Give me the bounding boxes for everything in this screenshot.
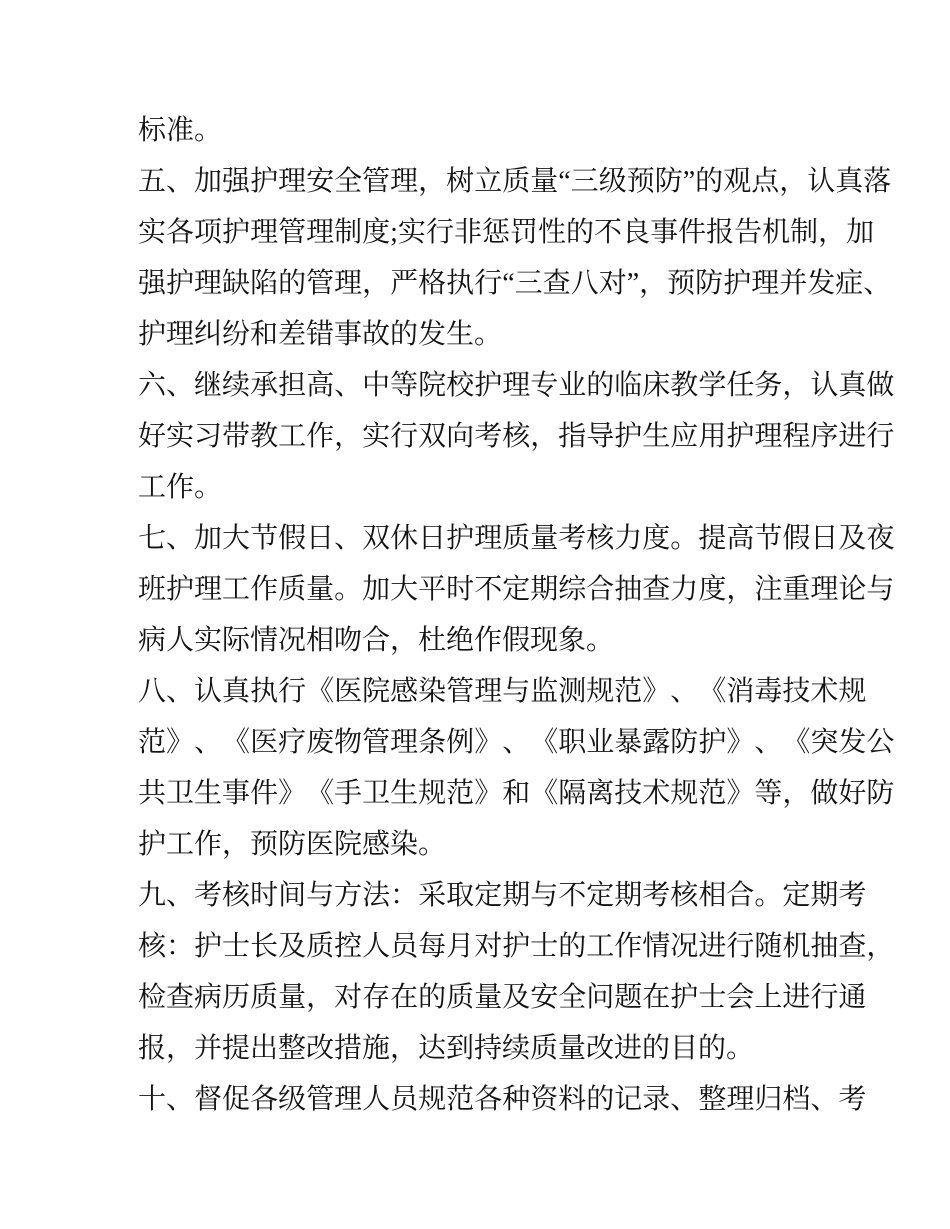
text-line: 病人实际情况相吻合，杜绝作假现象。 <box>138 625 615 656</box>
text-line: 范 》 、 《 医 疗 废 物 管 理 条 例 》 、 《 职 业 暴 露 防 护 》 、 《 突 发 公 <box>138 727 895 758</box>
text-line: 十 、 督 促 各 级 管 理 人 员 规 范 各 种 资 料 的 记 录 、 整 理 归 档 、 考 <box>138 1084 867 1115</box>
text-line: 八 、 认 真 执 行 《 医 院 感 染 管 理 与 监 测 规 范 》 、 《 消 毒 技 术 规 <box>138 676 867 707</box>
text-line: 六 、 继 续 承 担 高 、 中 等 院 校 护 理 专 业 的 临 床 教 学 任 务 ， 认 真 做 <box>138 370 895 401</box>
text-line: 报，并提出整改措施，达到持续质量改进的目的。 <box>138 1033 755 1064</box>
text-line: 五 、 加 强 护 理 安 全 管 理 ， 树 立 质 量 “ 三 级 预 防 ” 的 观 点 ， 认 真 落 <box>138 166 892 197</box>
text-line: 标准。 <box>138 115 223 146</box>
text-line: 强 护 理 缺 陷 的 管 理 ， 严 格 执 行 “ 三 查 八 对 ” ， 预 防 护 理 并 发 症 、 <box>138 268 892 299</box>
text-line: 班 护 理 工 作 质 量 。 加 大 平 时 不 定 期 综 合 抽 查 力 度 ， 注 重 理 论 与 <box>138 574 895 605</box>
text-line: 共 卫 生 事 件 》 《 手 卫 生 规 范 》 和 《 隔 离 技 术 规 范 》 等 ， 做 好 防 <box>138 778 895 809</box>
text-line: 工作。 <box>138 472 223 503</box>
text-line: 核 ： 护 士 长 及 质 控 人 员 每 月 对 护 士 的 工 作 情 况 进 行 随 机 抽 查 ， <box>138 931 895 962</box>
text-line: 九 、 考 核 时 间 与 方 法 ： 采 取 定 期 与 不 定 期 考 核 相 合 。 定 期 考 <box>138 880 867 911</box>
text-line: 实 各 项 护 理 管 理 制 度 ; 实 行 非 惩 罚 性 的 不 良 事 件 报 告 机 制 ， 加 <box>138 217 875 248</box>
text-line: 护理纠纷和差错事故的发生。 <box>138 319 503 350</box>
document-body <box>138 105 895 1125</box>
text-line: 好 实 习 带 教 工 作 ， 实 行 双 向 考 核 ， 指 导 护 生 应 用 护 理 程 序 进 行 <box>138 421 895 452</box>
text-line: 七 、 加 大 节 假 日 、 双 休 日 护 理 质 量 考 核 力 度 。 提 高 节 假 日 及 夜 <box>138 523 895 554</box>
text-line: 护工作，预防医院感染。 <box>138 829 447 860</box>
text-line: 检 查 病 历 质 量 ， 对 存 在 的 质 量 及 安 全 问 题 在 护 士 会 上 进 行 通 <box>138 982 867 1013</box>
